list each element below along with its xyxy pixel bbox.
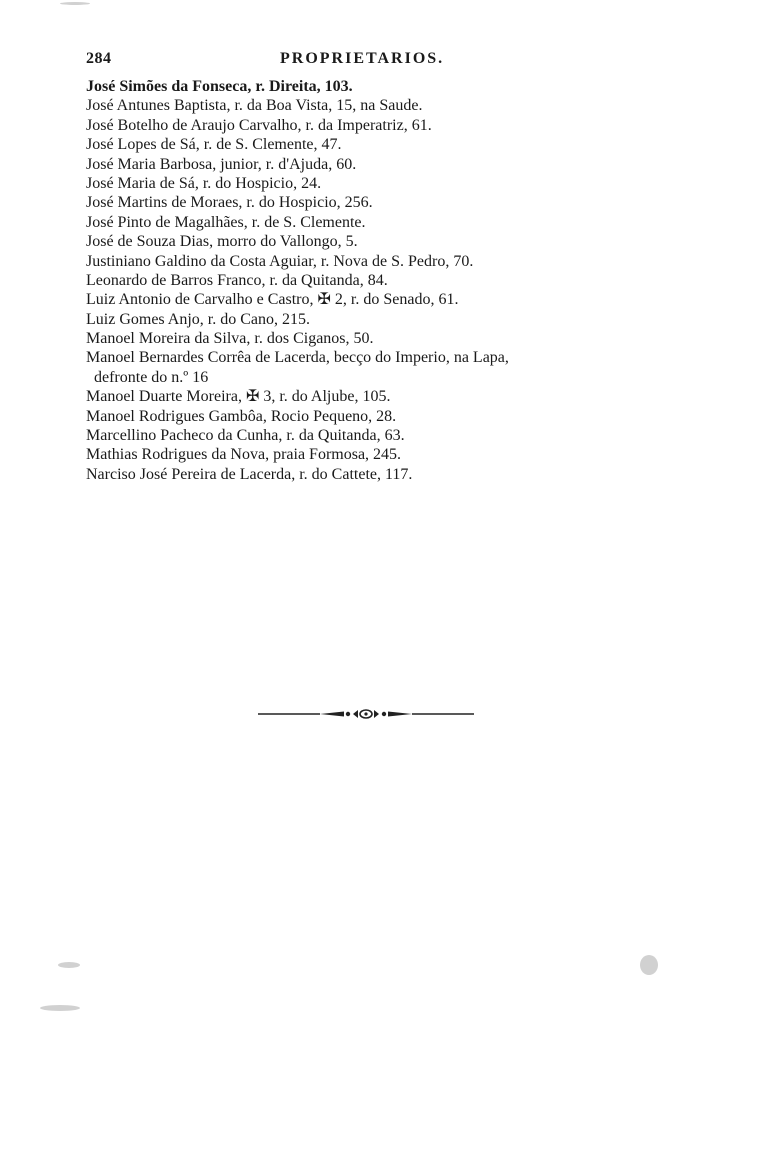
list-item: Luiz Antonio de Carvalho e Castro, ✠ 2, r. do Senado, 61. [86,291,459,309]
page-number: 284 [86,50,112,67]
list-item: Luiz Gomes Anjo, r. do Cano, 215. [86,310,310,328]
list-item: José Pinto de Magalhães, r. de S. Clemente. [86,213,366,231]
list-item: Mathias Rodrigues da Nova, praia Formosa, 245. [86,446,402,464]
list-item: Marcellino Pacheco da Cunha, r. da Quitanda, 63. [86,427,405,445]
list-item: Manoel Duarte Moreira, ✠ 3, r. do Aljube, 105. [86,388,391,406]
list-item: Manoel Rodrigues Gambôa, Rocio Pequeno, 28. [86,407,397,425]
paper-speck [40,1005,80,1011]
paper-speck [60,2,90,5]
ornamental-rule-icon [258,707,474,721]
list-item: José Maria de Sá, r. do Hospicio, 24. [86,174,322,192]
paper-speck [640,955,658,975]
list-item: José Martins de Moraes, r. do Hospicio, 256. [86,194,373,212]
list-item: José Lopes de Sá, r. de S. Clemente, 47. [86,136,342,154]
running-title: PROPRIETARIOS. [280,50,445,67]
paper-speck [58,962,80,968]
list-item: José Maria Barbosa, junior, r. d'Ajuda, 60. [86,155,357,173]
list-item: Narciso José Pereira de Lacerda, r. do Cattete, 117. [86,465,413,483]
list-item: Manoel Moreira da Silva, r. dos Ciganos, 50. [86,330,374,348]
list-item: José Simões da Fonseca, r. Direita, 103. [86,78,353,95]
list-item: José Antunes Baptista, r. da Boa Vista, 15, na Saude. [86,97,423,115]
page-header [86,50,476,72]
list-item: Justiniano Galdino da Costa Aguiar, r. Nova de S. Pedro, 70. [86,252,474,270]
list-item: Manoel Bernardes Corrêa de Lacerda, becço do Imperio, na Lapa, [86,349,509,367]
list-item: Leonardo de Barros Franco, r. da Quitanda, 84. [86,271,388,289]
list-item-continuation: defronte do n.º 16 [94,368,209,386]
list-item: José Botelho de Araujo Carvalho, r. da Imperatriz, 61. [86,116,432,134]
proprietor-list [86,77,706,484]
list-item: José de Souza Dias, morro do Vallongo, 5. [86,233,358,251]
